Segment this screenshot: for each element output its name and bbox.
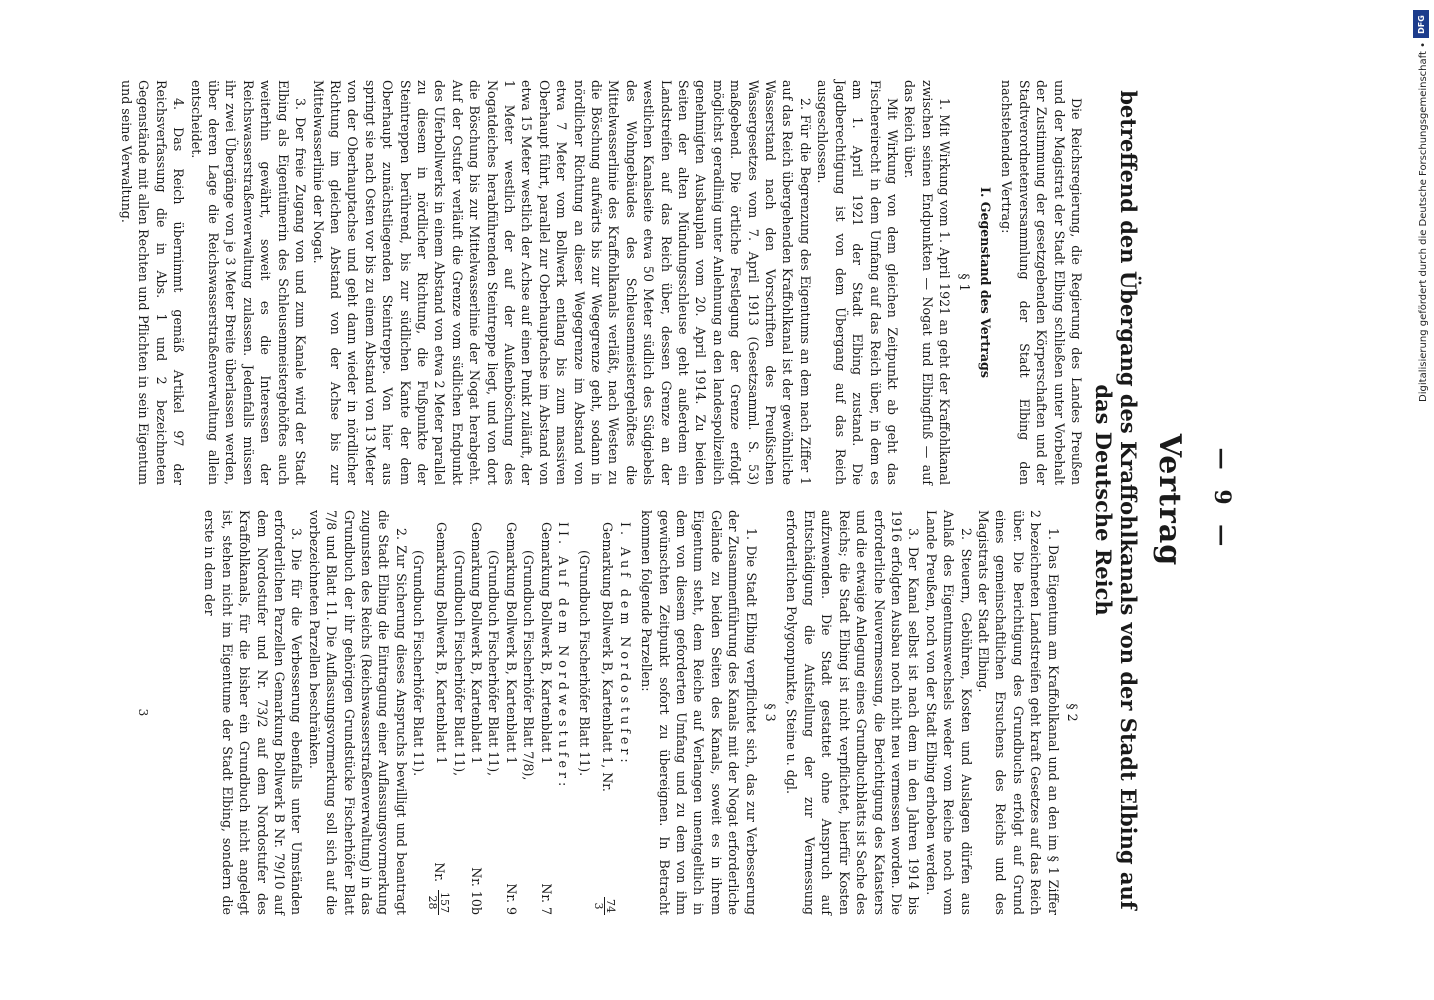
north-west-heading: II. Auf dem Nordwestufer: <box>556 522 572 791</box>
clause-3-1: 1. Die Stadt Elbing verpflichtet sich, das zur Verbesserung der Zusammenführung des Kanals mit der Nogat erforderliche Gelände zu beiden Seiten des Kanals, soweit es in ihrem Eigentum steht, dem Reiche auf Verlangen unentgeltlich in dem von diesem geforderten Umfang und zu dem von ihm gewünschten Zeitpunkt sofort zu übereignen. In Betracht kommen folgende Parzellen: <box>639 510 759 915</box>
clause-2-2: 2. Steuern, Gebühren, Kosten und Auslagen dürfen aus Anlaß des Eigentumswechsels weder vom Reiche noch vom Lande Preußen, noch von der Stadt Elbing erhoben werden. <box>923 510 974 915</box>
parcel-nw-4-numerator: 157 <box>438 892 452 913</box>
parcel-nw-4-note: (Grundbuch Fischerhöfer Blatt 11). <box>411 550 427 777</box>
paragraph-sign-2: § 2 <box>1065 703 1080 722</box>
clause-3-2: 2. Zur Sicherung dieses Anspruchs bewilligt und beantragt die Stadt Elbing die Eintragung einer Auflassungsvormerkung zugunsten des Reichs (Reichswasserstraßenverwaltung) in das Grundbuch der ihr gehörigen Grundstücke Fischerhöfer Blatt 7/8 und Blatt 11. Die Auflassungsvormerkung soll sich auf die vorbezeichneten Parzellen beschränken. <box>306 510 409 915</box>
right-column <box>201 510 1085 915</box>
section-heading: I. Gegenstand des Vertrags <box>977 187 993 378</box>
parcel-row-nw-3 <box>468 510 485 915</box>
dfg-logo-text: DFG <box>1416 14 1426 34</box>
parcel-nw-4-nr <box>427 862 450 915</box>
paragraph-sign-3: § 3 <box>763 703 779 722</box>
parcel-row-ne <box>593 510 616 915</box>
watermark-text <box>1413 8 1434 992</box>
parcel-nw-2-note: (Grundbuch Fischerhöfer Blatt 11), <box>486 550 502 777</box>
north-east-heading: I. Auf dem Nordostufer: <box>617 522 633 767</box>
parcel-nw-3-label: Gemarkung Bollwerk B, Kartenblatt 1 <box>469 522 484 765</box>
parcel-nw-1-nr: Nr. 7 <box>538 883 554 915</box>
parcel-row-nw-1 <box>537 510 554 915</box>
parcel-ne-denominator: 3 <box>592 902 606 910</box>
parcel-ne-numerator: 74 <box>604 899 618 913</box>
parcel-nw-4-label: Gemarkung Bollwerk B, Kartenblatt 1 <box>434 522 450 765</box>
dfg-logo <box>1413 10 1429 38</box>
watermark-separator: • <box>1418 42 1429 48</box>
parcel-nw-4-denominator: 28 <box>426 895 440 910</box>
paragraph-sign-1: § 1 <box>956 273 972 292</box>
clause-1-1b: Mit Wirkung von dem gleichen Zeitpunkt ab geht das Fischereirecht in dem Umfang auf das Reich über, in dem es am 1. April 1921 der Stadt Elbing zustand. Die Jagdberechtigung ist von dem Übergang auf das Reich ausgeschlossen. <box>815 80 900 485</box>
page-number: — 9 — <box>1209 447 1235 553</box>
parcel-row-nw-4 <box>427 510 450 915</box>
left-column <box>118 80 1085 485</box>
document-subtitle: betreffend den Übergang des Kraffohlkanals von der Stadt Elbing auf das Deutsche Reich <box>1091 90 1141 910</box>
parcel-ne-note: (Grundbuch Fischerhöfer Blatt 11). <box>577 550 593 777</box>
parcel-nw-3-note: (Grundbuch Fischerhöfer Blatt 11), <box>451 550 467 777</box>
clause-2-3: 3. Der Kanal selbst ist nach dem in den Jahren 1914 bis 1916 erfolgten Ausbau noch nicht neu vermessen worden. Die erforderliche Neuvermessung, die Berichtigung des Katasters und die etwaige Anlegung eines Grundbuchblatts ist Sache des Reichs; die Stadt Elbing ist nicht verpflichtet, hierfür Kosten aufzuwenden. Die Stadt gestattet ohne Anspruch auf Entschädigung die Aufstellung der zur Vermessung erforderlichen Polygonpunkte, Steine u. dgl. <box>784 510 922 915</box>
clause-1-1: 1. Mit Wirkung vom 1. April 1921 an geht der Kraffohlkanal zwischen seinen Endpunkten — Nogat und Elbingfluß — auf das Reich über. <box>902 80 953 485</box>
document-title: Vertrag <box>1152 433 1187 567</box>
intro-paragraph: Die Reichsregierung, die Regierung des Landes Preußen und der Magistrat der Stadt Elbing schließen unter Vorbehalt der Zustimmung der gesetzgebenden Körperschaften und der Stadtverordnetenversammlung der Stadt Elbing den nachstehenden Vertrag: <box>999 80 1084 485</box>
rotated-document <box>119 70 1245 930</box>
watermark-label: Digitalisierung gefördert durch die Deutsche Forschungsgemeinschaft <box>1418 51 1429 402</box>
parcel-ne-fraction <box>593 897 616 915</box>
clause-1-2: 2. Für die Begrenzung des Eigentums an dem nach Ziffer 1 auf das Reich übergehenden Kraffohlkanal ist der gewöhnliche Wasserstand nach den Vorschriften des Preußischen Wassergesetzes vom 7. April 1913 (Gesetzsamml. S. 53) maßgebend. Die örtliche Festlegung der Grenze erfolgt möglichst geradlinig unter Anlehnung an den landespolizeilich genehmigten Ausbauplan vom 20. April 1914. Zu beiden Seiten der alten Mündungsschleuse geht außerdem ein Landstreifen auf das Reich über, dessen Grenze an der westlichen Kanalseite etwa 50 Meter südlich des Südgiebels des Wohngebäudes des Schleusenmeistergehöftes die Mittelwasserlinie des Kraffohlkanals verläßt, nach Westen zu die Böschung aufwärts bis zur Wegegrenze geht, sodann in nördlicher Richtung an dieser Wegegrenze im Abstand von etwa 7 Meter vom Bollwerk entlang bis zum massiven Oberhaupt führt, parallel zur Oberhauptachse im Abstand von etwa 15 Meter westlich der Achse auf einen Punkt zuläuft, der 1 Meter westlich der auf der Außenböschung des Nogatdeiches herabführenden Steintreppe liegt, und von dort die Böschung bis zur Mittelwasserlinie der Nogat herabgeht. Auf der Ostufer verläuft die Grenze vom südlichen Endpunkt des Uferbollwerks in einem Abstand von etwa 2 Meter parallel zu diesem in nördlicher Richtung, die Fußpunkte der Steintreppen berührend, bis zur südlichen Kante der dem Oberhaupt zunächstliegenden Steintreppe. Von hier aus springt sie nach Osten vor bis zu einem Abstand von 13 Meter von der Oberhauptachse und geht dann wieder in nördlicher Richtung im gleichen Abstand von der Achse bis zur Mittelwasserlinie der Nogat. <box>310 80 813 485</box>
parcel-ne-label: Gemarkung Bollwerk B, Kartenblatt 1, Nr. <box>600 522 616 792</box>
parcel-nw-4-nr-label: Nr. <box>432 862 448 882</box>
signature-mark: 3 <box>136 708 150 717</box>
parcel-nw-2-nr: Nr. 9 <box>503 883 519 915</box>
parcel-nw-4-fraction <box>427 890 450 915</box>
parcel-nw-1-note: (Grundbuch Fischerhöfer Blatt 7/8), <box>521 550 537 781</box>
dfg-watermark <box>1410 8 1432 992</box>
parcel-nw-2-label: Gemarkung Bollwerk B, Kartenblatt 1 <box>503 522 519 765</box>
document-body <box>119 70 1245 930</box>
parcel-row-nw-2 <box>502 510 519 915</box>
parcel-nw-1-label: Gemarkung Bollwerk B, Kartenblatt 1 <box>538 522 554 765</box>
clause-1-3: 3. Der freie Zugang von und zum Kanale wird der Stadt Elbing als Eigentümerin des Schleusenmeistergehöftes auch weiterhin gewährt, soweit es die Interessen der Reichswasserstraßenverwaltung zulassen. Jedenfalls müssen ihr zwei Übergänge von je 3 Meter Breite überlassen werden, über deren Lage die Reichswasserstraßenverwaltung allein entscheidet. <box>188 80 309 485</box>
parcel-nw-3-nr: Nr. 10b <box>469 867 484 915</box>
clause-1-4: 4. Das Reich übernimmt gemäß Artikel 97 der Reichsverfassung die in Abs. 1 und 2 bezeichneten Gegenstände mit allen Rechten und Pflichten in sein Eigentum und seine Verwaltung. <box>119 80 187 485</box>
clause-2-1: 1. Das Eigentum am Kraffohlkanal und an den im § 1 Ziffer 2 bezeichneten Landstreifen geht kraft Gesetzes auf das Reich über. Die Berichtigung des Grundbuchs erfolgt auf Grund eines gemeinschaftlichen Ersuchens des Reichs und des Magistrats der Stadt Elbing. <box>975 510 1061 915</box>
clause-3-3: 3. Die für die Verbesserung ebenfalls unter Umständen erforderlichen Parzellen Gemarkung Bollwerk B Nr. 79/10 auf dem Nordostufer und Nr. 73/2 auf dem Nordostufer des Kraffohlkanals, für die bisher ein Grundbuch nicht angelegt ist, stehen nicht im Eigentume der Stadt Elbing, sondern die erste in dem der <box>202 510 305 915</box>
